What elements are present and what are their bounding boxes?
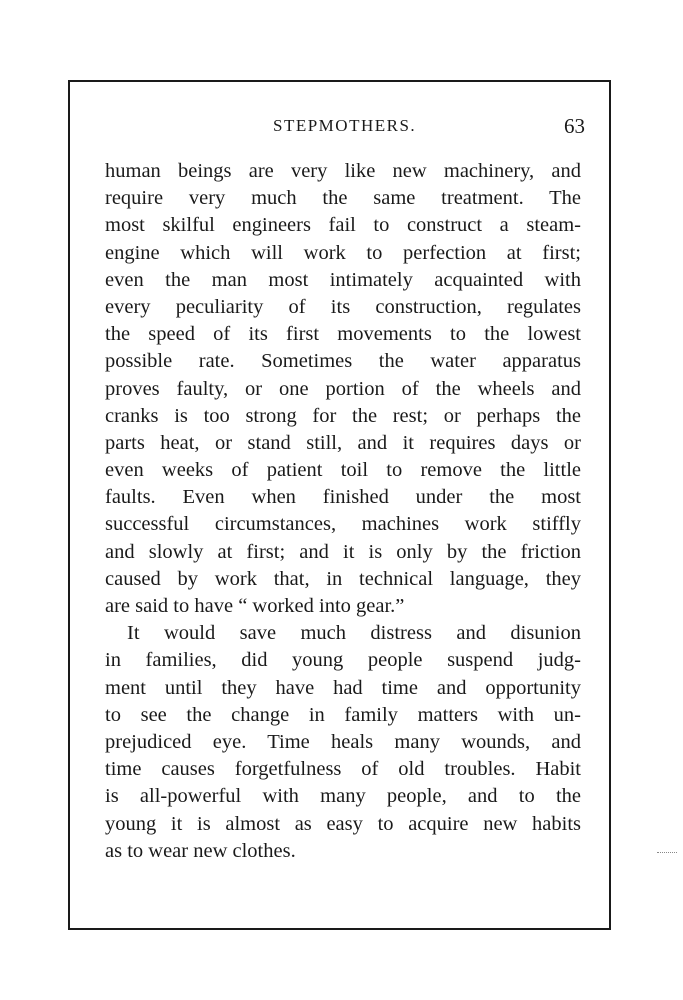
text-line: require very much the same treatment. The: [105, 187, 581, 210]
text-line: faults. Even when finished under the most: [105, 486, 581, 509]
text-line: caused by work that, in technical language, they: [105, 567, 581, 590]
text-line: successful circumstances, machines work stiffly: [105, 513, 581, 536]
text-line: to see the change in family matters with un-: [105, 703, 581, 726]
body-text: [105, 158, 581, 865]
text-line: human beings are very like new machinery, and: [105, 160, 581, 182]
running-title: STEPMOTHERS.: [273, 116, 417, 135]
running-head: [70, 116, 609, 140]
scan-mark: [657, 852, 677, 857]
text-line: even the man most intimately acquainted with: [105, 268, 581, 291]
text-line: proves faulty, or one portion of the wheels and: [105, 377, 581, 400]
text-line: and slowly at first; and it is only by the friction: [105, 540, 581, 563]
text-line: the speed of its first movements to the lowest: [105, 323, 581, 346]
text-line: is all-powerful with many people, and to the: [105, 785, 581, 808]
paragraph-2: [105, 620, 581, 865]
text-line: time causes forgetfulness of old troubles. Habit: [105, 758, 581, 781]
text-line: It would save much distress and disunion: [127, 622, 581, 645]
page-border: [68, 80, 611, 930]
text-line: prejudiced eye. Time heals many wounds, and: [105, 730, 581, 753]
text-line: engine which will work to perfection at first;: [105, 241, 581, 264]
text-line: are said to have “ worked into gear.”: [105, 595, 405, 617]
text-line: in families, did young people suspend judg-: [105, 649, 581, 672]
text-line: even weeks of patient toil to remove the little: [105, 459, 581, 482]
text-line: young it is almost as easy to acquire new habits: [105, 812, 581, 835]
text-line: every peculiarity of its construction, regulates: [105, 295, 581, 318]
text-line: as to wear new clothes.: [105, 839, 296, 862]
text-line: most skilful engineers fail to construct a steam-: [105, 214, 581, 237]
text-line: cranks is too strong for the rest; or perhaps the: [105, 404, 581, 427]
text-line: ment until they have had time and opportunity: [105, 676, 581, 699]
text-line: parts heat, or stand still, and it requires days or: [105, 431, 581, 454]
page-number: 63: [564, 114, 585, 138]
text-line: possible rate. Sometimes the water apparatus: [105, 350, 581, 373]
paragraph-1: [105, 158, 581, 620]
